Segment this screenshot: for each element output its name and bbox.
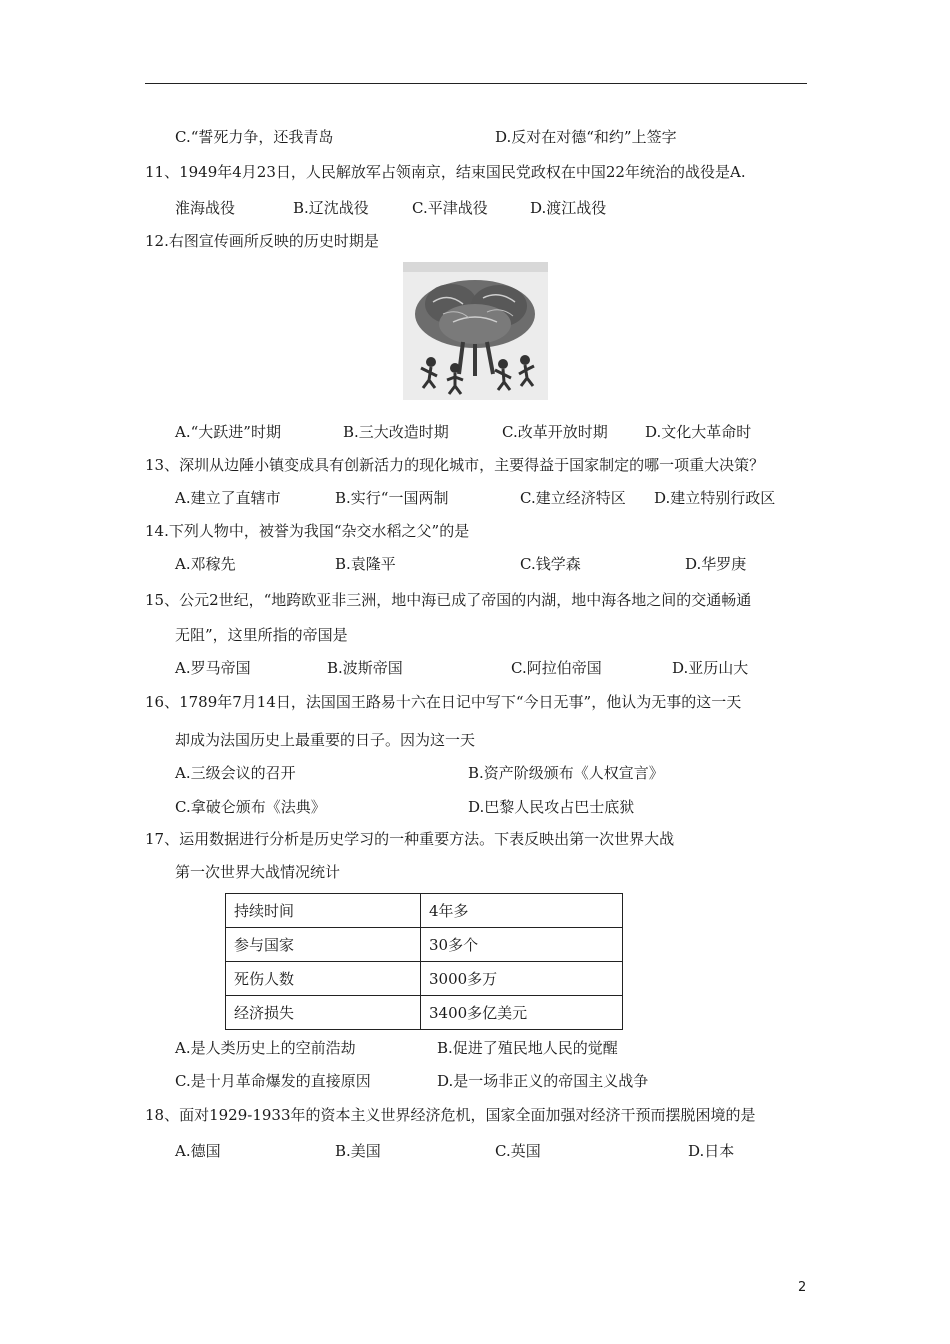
q11-option-d: D.渡江战役 — [530, 199, 607, 217]
table-row — [226, 928, 623, 962]
table-cell-value: 4年多 — [421, 894, 623, 928]
table-cell-label: 死伤人数 — [226, 962, 421, 996]
q18-stem: 18、面对1929-1933年的资本主义世界经济危机，国家全面加强对经济干预而摆脱困境的是 — [145, 1106, 756, 1124]
q11-option-b: B.辽沈战役 — [293, 199, 369, 217]
q15-option-d: D.亚历山大 — [672, 659, 749, 677]
q14-option-c: C.钱学森 — [520, 555, 581, 573]
table-cell-value: 30多个 — [421, 928, 623, 962]
q17-option-b: B.促进了殖民地人民的觉醒 — [437, 1039, 618, 1057]
q11-stem: 11、1949年4月23日，人民解放军占领南京，结束国民党政权在中国22年统治的战役是A. — [145, 163, 746, 181]
q13-option-a: A.建立了直辖市 — [175, 489, 281, 507]
q18-option-d: D.日本 — [688, 1142, 735, 1160]
header-rule — [145, 83, 807, 84]
table-row — [226, 894, 623, 928]
q15-stem-line2: 无阻”，这里所指的帝国是 — [175, 626, 348, 644]
q10-option-c: C.“誓死力争，还我青岛 — [175, 128, 334, 146]
q17-stem: 17、运用数据进行分析是历史学习的一种重要方法。下表反映出第一次世界大战 — [145, 830, 675, 848]
table-row — [226, 962, 623, 996]
q16-option-b: B.资产阶级颁布《人权宣言》 — [468, 764, 664, 782]
q17-option-a: A.是人类历史上的空前浩劫 — [175, 1039, 356, 1057]
q14-option-d: D.华罗庚 — [685, 555, 747, 573]
q14-option-a: A.邓稼先 — [175, 555, 236, 573]
page-number: 2 — [798, 1280, 807, 1295]
q17-table-title: 第一次世界大战情况统计 — [175, 863, 341, 881]
table-cell-label: 经济损失 — [226, 996, 421, 1030]
q12-option-b: B.三大改造时期 — [343, 423, 449, 441]
ww1-statistics-table — [225, 893, 623, 1030]
q13-option-d: D.建立特别行政区 — [654, 489, 776, 507]
q13-option-c: C.建立经济特区 — [520, 489, 626, 507]
q16-option-a: A.三级会议的召开 — [175, 764, 296, 782]
q12-stem: 12.右图宣传画所反映的历史时期是 — [145, 232, 379, 250]
q18-option-b: B.美国 — [335, 1142, 381, 1160]
q11-option-c: C.平津战役 — [412, 199, 488, 217]
q11-option-a: 淮海战役 — [175, 199, 236, 217]
q18-option-a: A.德国 — [175, 1142, 221, 1160]
q12-option-a: A.“大跃进”时期 — [175, 423, 281, 441]
table-row — [226, 996, 623, 1030]
q16-option-d: D.巴黎人民攻占巴士底狱 — [468, 798, 635, 816]
q12-option-c: C.改革开放时期 — [502, 423, 608, 441]
q13-stem: 13、深圳从边陲小镇变成具有创新活力的现化城市，主要得益于国家制定的哪一项重大决策？ — [145, 456, 765, 474]
table-cell-value: 3000多万 — [421, 962, 623, 996]
table-cell-value: 3400多亿美元 — [421, 996, 623, 1030]
table-cell-label: 参与国家 — [226, 928, 421, 962]
q18-option-c: C.英国 — [495, 1142, 541, 1160]
propaganda-poster-image — [403, 262, 548, 400]
q17-option-d: D.是一场非正义的帝国主义战争 — [437, 1072, 649, 1090]
q14-option-b: B.袁隆平 — [335, 555, 396, 573]
q14-stem: 14.下列人物中，被誉为我国“杂交水稻之父”的是 — [145, 522, 470, 540]
q15-option-c: C.阿拉伯帝国 — [511, 659, 602, 677]
table-cell-label: 持续时间 — [226, 894, 421, 928]
q15-stem-line1: 15、公元2世纪，“地跨欧亚非三洲，地中海已成了帝国的内湖，地中海各地之间的交通畅通 — [145, 591, 752, 609]
q13-option-b: B.实行“一国两制 — [335, 489, 449, 507]
q12-option-d: D.文化大革命时 — [645, 423, 752, 441]
q17-option-c: C.是十月革命爆发的直接原因 — [175, 1072, 371, 1090]
q16-option-c: C.拿破仑颁布《法典》 — [175, 798, 326, 816]
q10-option-d: D.反对在对德“和约”上签字 — [495, 128, 677, 146]
q15-option-a: A.罗马帝国 — [175, 659, 251, 677]
q16-stem-line1: 16、1789年7月14日，法国国王路易十六在日记中写下“今日无事”，他认为无事的这一天 — [145, 693, 742, 711]
q16-stem-line2: 却成为法国历史上最重要的日子。因为这一天 — [175, 731, 476, 749]
q15-option-b: B.波斯帝国 — [327, 659, 403, 677]
